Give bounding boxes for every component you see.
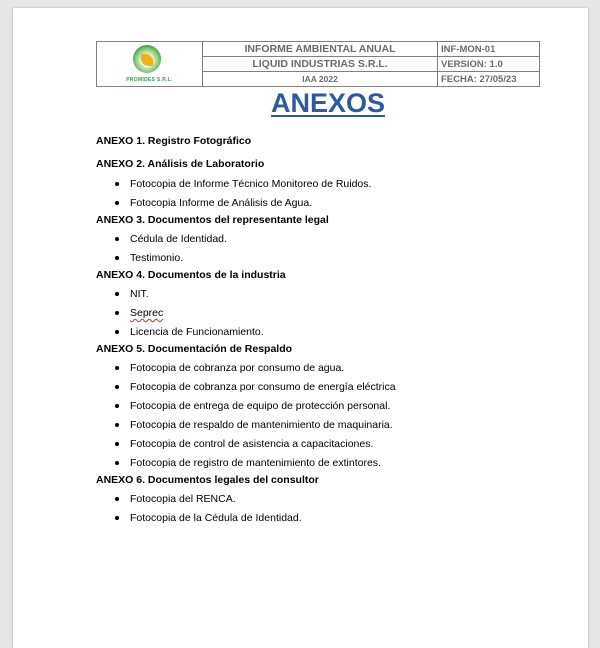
annex-section <box>96 213 566 265</box>
list-item: Fotocopia de Informe Técnico Monitoreo de Ruidos. <box>96 177 566 191</box>
annex-title: ANEXO 1. Registro Fotográfico <box>96 135 252 147</box>
list-item: Fotocopia de control de asistencia a capacitaciones. <box>96 437 566 451</box>
report-id: IAA 2022 <box>203 72 438 87</box>
list-item: Licencia de Funcionamiento. <box>96 325 566 339</box>
list-item: Cédula de Identidad. <box>96 232 566 246</box>
misspelled-word[interactable]: Seprec <box>130 307 164 319</box>
annex-section <box>96 342 566 470</box>
annex-section <box>96 473 566 525</box>
annex-section <box>96 268 566 339</box>
page-title: ANEXOS <box>270 88 386 118</box>
annex-title: ANEXO 5. Documentación de Respaldo <box>96 343 293 355</box>
list-item: Fotocopia de la Cédula de Identidad. <box>96 511 566 525</box>
list-item: NIT. <box>96 287 566 301</box>
header-table <box>96 41 540 87</box>
logo-leaf-icon <box>141 54 153 66</box>
company-logo <box>97 42 202 86</box>
company-name: LIQUID INDUSTRIAS S.R.L. <box>203 57 438 72</box>
logo-text: PROMIDES S.R.L. <box>126 77 173 83</box>
annex-title: ANEXO 3. Documentos del representante legal <box>96 214 329 226</box>
report-title: INFORME AMBIENTAL ANUAL <box>203 42 438 57</box>
annex-list <box>96 134 566 525</box>
annex-section <box>96 157 566 210</box>
list-item: Fotocopia de respaldo de mantenimiento de maquinaria. <box>96 418 566 432</box>
logo-cell <box>97 42 203 87</box>
annex-title: ANEXO 6. Documentos legales del consultor <box>96 474 319 486</box>
document-page <box>13 8 588 648</box>
annex-title: ANEXO 4. Documentos de la industria <box>96 269 286 281</box>
list-item: Fotocopia de cobranza por consumo de agua. <box>96 361 566 375</box>
document-version: VERSION: 1.0 <box>438 57 540 72</box>
list-item: Fotocopia de entrega de equipo de protección personal. <box>96 399 566 413</box>
list-item: Fotocopia de registro de mantenimiento de extintores. <box>96 456 566 470</box>
list-item: Fotocopia Informe de Análisis de Agua. <box>96 196 566 210</box>
document-code: INF-MON-01 <box>438 42 540 57</box>
document-date: FECHA: 27/05/23 <box>438 72 540 87</box>
list-item <box>96 306 566 320</box>
list-item: Testimonio. <box>96 251 566 265</box>
list-item: Fotocopia del RENCA. <box>96 492 566 506</box>
annex-title: ANEXO 2. Análisis de Laboratorio <box>96 158 265 170</box>
annex-section <box>96 134 566 148</box>
list-item: Fotocopia de cobranza por consumo de energía eléctrica <box>96 380 566 394</box>
